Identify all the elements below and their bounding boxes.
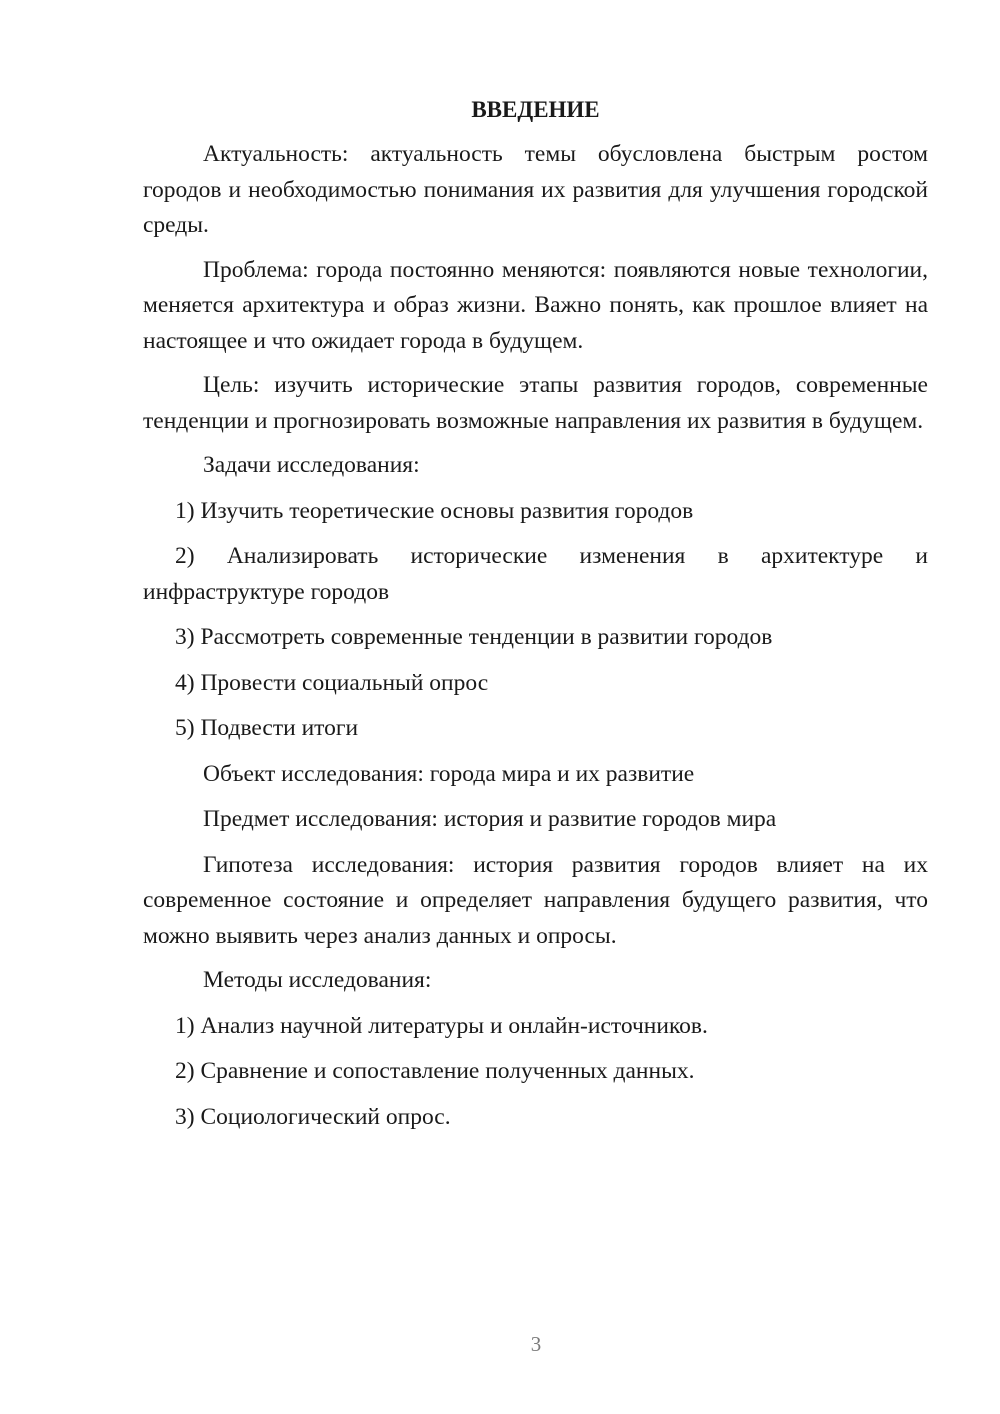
task-item-3: 3) Рассмотреть современные тенденции в развитии городов	[175, 624, 773, 650]
hypothesis-paragraph: Гипотеза исследования: история развития городов влияет на их современное состояние и определяет направления будущего развития, что можно выявить через анализ данных и опросы.	[143, 851, 928, 949]
subject-paragraph: Предмет исследования: история и развитие городов мира	[203, 806, 777, 832]
tasks-heading: Задачи исследования:	[203, 452, 420, 478]
task-item-1: 1) Изучить теоретические основы развития городов	[175, 497, 694, 524]
task-item-4: 4) Провести социальный опрос	[175, 669, 489, 696]
relevance-paragraph: Актуальность: актуальность темы обусловлена быстрым ростом городов и необходимостью понимания их развития для улучшения городской среды.	[143, 141, 928, 238]
task-item-5: 5) Подвести итоги	[175, 715, 359, 741]
goal-paragraph: Цель: изучить исторические этапы развития городов, современные тенденции и прогнозировать возможные направления их развития в будущем.	[143, 372, 928, 434]
methods-heading: Методы исследования:	[203, 967, 432, 993]
method-item-3: 3) Социологический опрос.	[175, 1103, 451, 1130]
object-paragraph: Объект исследования: города мира и их развитие	[203, 760, 695, 787]
method-item-2: 2) Сравнение и сопоставление полученных данных.	[175, 1058, 695, 1084]
method-item-1: 1) Анализ научной литературы и онлайн-источников.	[175, 1012, 708, 1039]
page-number: 3	[530, 1332, 542, 1356]
problem-paragraph: Проблема: города постоянно меняются: появляются новые технологии, меняется архитектура и образ жизни. Важно понять, как прошлое влияет на настоящее и что ожидает города в будущем.	[143, 256, 928, 354]
page-title: ВВЕДЕНИЕ	[471, 97, 600, 122]
page-content	[143, 92, 928, 1145]
task-item-2: 2) Анализировать исторические изменения в архитектуре и инфраструктуре городов	[143, 543, 928, 605]
